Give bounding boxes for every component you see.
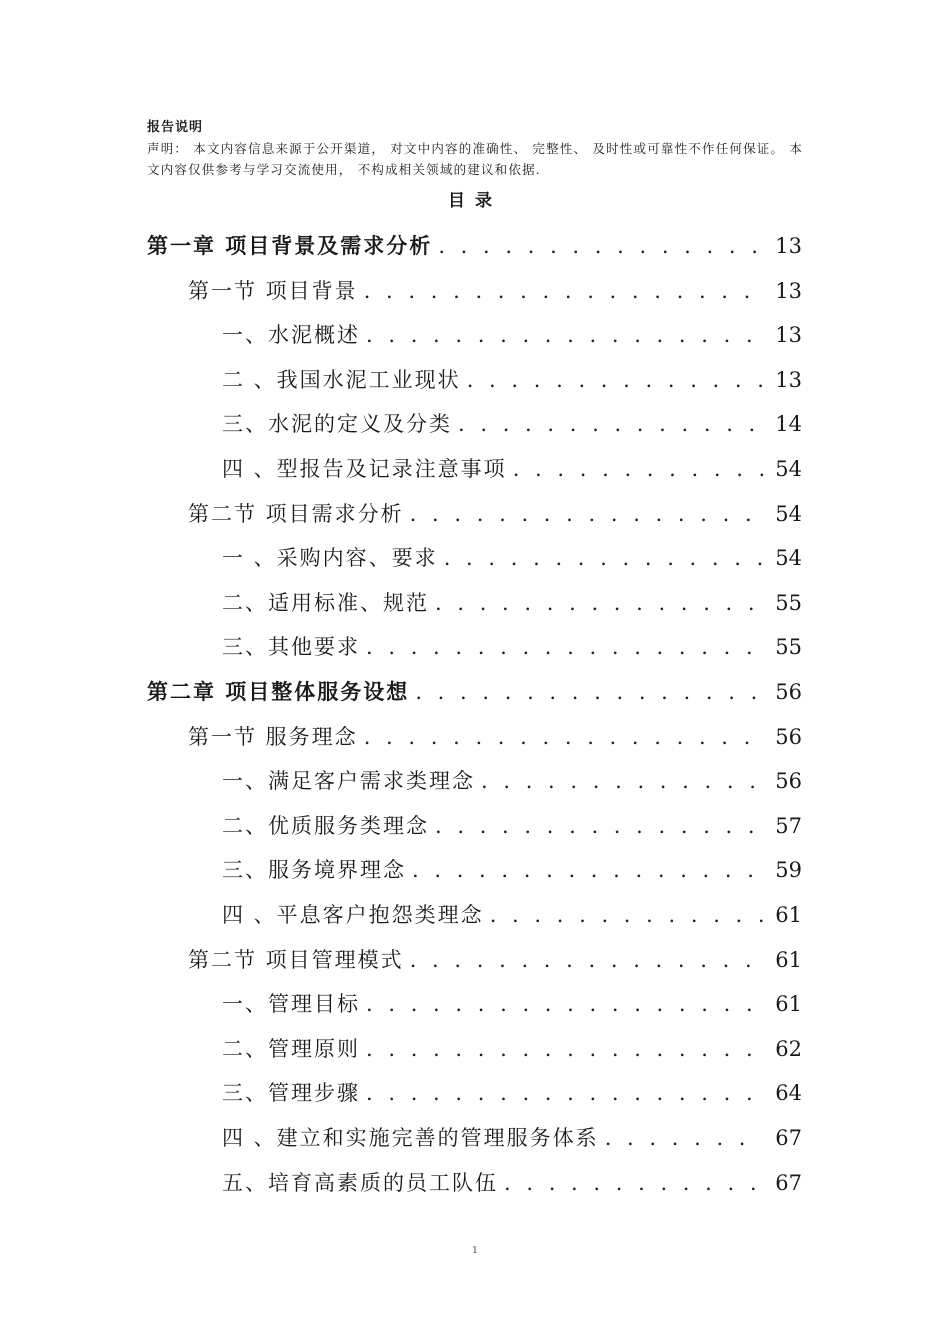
toc-entry-label: 第一节 项目背景 bbox=[188, 278, 358, 303]
toc-entry[interactable] bbox=[222, 364, 802, 396]
toc-entry[interactable] bbox=[222, 765, 802, 797]
toc-leader-dots bbox=[366, 992, 763, 1016]
toc-entry[interactable] bbox=[222, 319, 802, 351]
toc-entry-page: 57 bbox=[775, 813, 802, 838]
toc-entry[interactable] bbox=[222, 542, 802, 574]
toc-leader-dots bbox=[513, 457, 764, 481]
toc-leader-dots bbox=[504, 1171, 763, 1195]
toc-entry-label: 一 、采购内容、要求 bbox=[222, 546, 438, 571]
toc-entry[interactable] bbox=[222, 1033, 802, 1065]
toc-entry-page: 54 bbox=[775, 546, 802, 571]
toc-entry-label: 五、培育高素质的员工队伍 bbox=[222, 1170, 498, 1195]
toc-leader-dots bbox=[410, 502, 764, 526]
toc-entry-page: 61 bbox=[775, 992, 802, 1017]
toc-entry-label: 三、其他要求 bbox=[222, 635, 360, 660]
toc-entry[interactable] bbox=[147, 676, 802, 708]
toc-entry-label: 第二节 项目需求分析 bbox=[188, 501, 404, 526]
toc-leader-dots bbox=[364, 279, 764, 303]
toc-entry-page: 62 bbox=[775, 1036, 802, 1061]
toc-entry[interactable] bbox=[222, 854, 802, 886]
toc-leader-dots bbox=[366, 1037, 763, 1061]
toc-leader-dots bbox=[435, 591, 763, 615]
toc-entry-page: 13 bbox=[775, 234, 802, 258]
toc-title: 目录 bbox=[448, 191, 502, 211]
toc-entry[interactable] bbox=[222, 631, 802, 663]
toc-entry-label: 二、优质服务类理念 bbox=[222, 813, 429, 838]
toc-leader-dots bbox=[366, 635, 763, 659]
toc-entry-page: 56 bbox=[775, 680, 802, 704]
toc-entry-page: 13 bbox=[775, 278, 802, 303]
toc-entry[interactable] bbox=[147, 230, 802, 262]
toc-entry-label: 第一节 服务理念 bbox=[188, 724, 358, 749]
report-title: 报告说明 bbox=[147, 120, 204, 135]
toc-entry-page: 59 bbox=[775, 858, 802, 883]
toc-entry-page: 13 bbox=[775, 367, 802, 392]
toc-entry[interactable] bbox=[188, 944, 802, 976]
toc-entry-page: 56 bbox=[775, 724, 802, 749]
toc-entry-label: 第二章 项目整体服务设想 bbox=[147, 680, 410, 704]
page-number: 1 bbox=[472, 1246, 478, 1256]
toc-leader-dots bbox=[605, 1126, 764, 1150]
toc-entry-page: 55 bbox=[775, 590, 802, 615]
toc-entry-page: 61 bbox=[775, 903, 802, 927]
toc-entry-page: 54 bbox=[775, 457, 802, 481]
toc-leader-dots bbox=[458, 412, 763, 436]
toc-entry[interactable] bbox=[188, 275, 802, 307]
toc-entry[interactable] bbox=[222, 988, 802, 1020]
toc-entry-page: 56 bbox=[775, 769, 802, 794]
toc-leader-dots bbox=[415, 680, 763, 704]
toc-entry-label: 一、水泥概述 bbox=[222, 323, 360, 348]
toc-leader-dots bbox=[490, 903, 764, 927]
toc-entry-label: 四 、建立和实施完善的管理服务体系 bbox=[222, 1126, 599, 1150]
toc-entry-page: 64 bbox=[775, 1081, 802, 1106]
toc-entry-label: 一、管理目标 bbox=[222, 992, 360, 1017]
toc-leader-dots bbox=[438, 234, 763, 258]
toc-leader-dots bbox=[444, 546, 764, 570]
toc-entry-page: 67 bbox=[775, 1126, 802, 1150]
toc-entry-page: 14 bbox=[775, 412, 802, 437]
toc-entry[interactable] bbox=[222, 1122, 802, 1154]
toc-leader-dots bbox=[364, 725, 764, 749]
toc-entry-label: 二 、我国水泥工业现状 bbox=[222, 367, 461, 392]
toc-entry[interactable] bbox=[222, 899, 802, 931]
disclaimer-text: 声明： 本文内容信息来源于公开渠道， 对文中内容的准确性、 完整性、 及时性或可靠性不作任何保证。 本文内容仅供参考与学习交流使用， 不构成相关领域的建议和依据. bbox=[147, 141, 804, 177]
toc-entry[interactable] bbox=[222, 408, 802, 440]
toc-entry-label: 二、适用标准、规范 bbox=[222, 590, 429, 615]
toc-entry[interactable] bbox=[222, 453, 802, 485]
toc-leader-dots bbox=[366, 1081, 763, 1105]
toc-entry-label: 四 、平息客户抱怨类理念 bbox=[222, 903, 484, 927]
toc-entry[interactable] bbox=[222, 810, 802, 842]
toc-entry-label: 三、水泥的定义及分类 bbox=[222, 412, 452, 437]
toc-entry[interactable] bbox=[188, 721, 802, 753]
toc-entry[interactable] bbox=[222, 587, 802, 619]
toc-leader-dots bbox=[410, 948, 764, 972]
toc-entry-label: 第一章 项目背景及需求分析 bbox=[147, 234, 433, 258]
toc-entry-label: 三、管理步骤 bbox=[222, 1081, 360, 1106]
toc-entry[interactable] bbox=[222, 1167, 802, 1199]
toc-entry-label: 一、满足客户需求类理念 bbox=[222, 769, 475, 794]
toc-entry-page: 55 bbox=[775, 635, 802, 660]
toc-entry[interactable] bbox=[222, 1077, 802, 1109]
toc-entry-label: 三、服务境界理念 bbox=[222, 858, 406, 883]
toc-entry-label: 第二节 项目管理模式 bbox=[188, 947, 404, 972]
toc-entry-label: 四 、型报告及记录注意事项 bbox=[222, 457, 507, 481]
toc-entry-page: 67 bbox=[775, 1170, 802, 1195]
toc-leader-dots bbox=[412, 858, 763, 882]
toc-entry[interactable] bbox=[188, 498, 802, 530]
toc-entry-page: 13 bbox=[775, 323, 802, 348]
toc-leader-dots bbox=[435, 814, 763, 838]
toc-leader-dots bbox=[481, 769, 763, 793]
toc-entry-label: 二、管理原则 bbox=[222, 1036, 360, 1061]
toc-entry-page: 54 bbox=[775, 501, 802, 526]
toc-entry-page: 61 bbox=[775, 947, 802, 972]
toc-leader-dots bbox=[366, 323, 763, 347]
toc-leader-dots bbox=[467, 368, 764, 392]
